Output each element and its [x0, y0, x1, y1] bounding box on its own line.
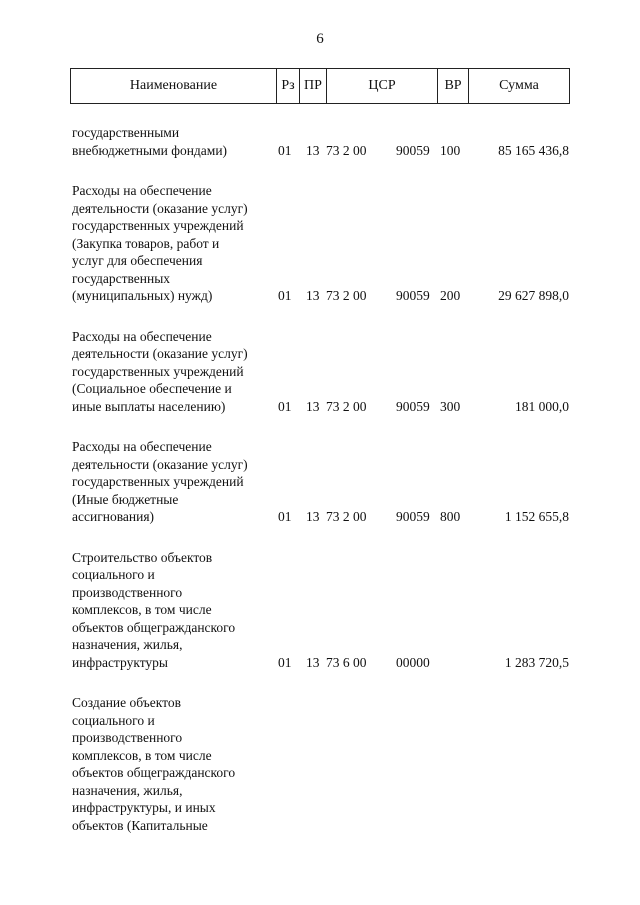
row-name-line: Строительство объектов	[72, 549, 213, 565]
row-vr: 300	[440, 398, 461, 414]
row-name-line: государственных учреждений	[72, 218, 244, 233]
row-sum: 181 000,0	[515, 398, 569, 414]
row-name-line: комплексов, в том числе	[72, 747, 212, 763]
row-csr-code: 90059	[396, 142, 430, 158]
row-name-line: Расходы на обеспечение	[72, 183, 212, 198]
row-vr: 800	[440, 509, 461, 524]
table-body	[72, 124, 572, 857]
row-name-line: государственных учреждений	[72, 363, 244, 379]
row-name-line: Расходы на обеспечение	[72, 439, 212, 454]
row-name-line: инфраструктуры	[72, 654, 168, 670]
row-rz: 01	[278, 654, 292, 670]
row-vr: 200	[440, 288, 461, 303]
table-row	[72, 328, 572, 416]
header-sum: Сумма	[499, 78, 539, 93]
row-csr: 73 2 00	[326, 288, 367, 303]
row-pr: 13	[306, 398, 320, 414]
row-name-line: государственных	[72, 270, 171, 286]
row-csr: 73 2 00	[326, 142, 367, 158]
row-rz: 01	[278, 288, 292, 303]
row-name-line: деятельности (оказание услуг)	[72, 456, 248, 472]
row-name	[72, 694, 272, 834]
row-name-line: (муниципальных) нужд)	[72, 288, 213, 303]
row-name-line: государственных учреждений	[72, 474, 244, 489]
row-name-line: иные выплаты населению)	[72, 398, 226, 414]
page-number: 6	[316, 31, 324, 47]
row-pr: 13	[306, 509, 320, 524]
row-sum: 1 152 655,8	[504, 509, 569, 524]
header-name: Наименование	[129, 78, 218, 93]
row-name-line: (Закупка товаров, работ и	[72, 235, 220, 251]
header-vr: ВР	[444, 78, 462, 93]
row-codes	[72, 398, 572, 416]
row-csr: 73 6 00	[326, 654, 367, 670]
row-name-line: назначения, жилья,	[72, 637, 183, 652]
row-name-line: объектов (Капитальные	[72, 817, 208, 833]
table-header	[70, 68, 570, 104]
row-codes	[72, 654, 572, 672]
row-codes	[72, 817, 572, 835]
row-name-line: производственного	[72, 730, 183, 745]
row-rz: 01	[278, 142, 292, 158]
row-sum: 1 283 720,5	[504, 654, 569, 670]
row-csr-code: 00000	[396, 654, 430, 670]
row-name-line: комплексов, в том числе	[72, 602, 212, 617]
row-name-line: услуг для обеспечения	[72, 253, 203, 268]
row-name-line: деятельности (оказание услуг)	[72, 200, 248, 216]
row-name-line: внебюджетными фондами)	[72, 142, 228, 158]
row-name-line: социального и	[72, 712, 155, 728]
row-codes	[72, 287, 572, 305]
row-name-line: деятельности (оказание услуг)	[72, 346, 248, 361]
row-csr: 73 2 00	[326, 398, 367, 414]
row-rz: 01	[278, 398, 292, 414]
row-name-line: государственными	[72, 125, 180, 140]
header-rz: Рз	[281, 78, 295, 93]
table-row	[72, 182, 572, 305]
table-row	[72, 124, 572, 159]
row-name-line: инфраструктуры, и иных	[72, 800, 216, 815]
row-name-line: (Социальное обеспечение и	[72, 381, 232, 396]
row-pr: 13	[306, 654, 320, 670]
row-name-line: назначения, жилья,	[72, 782, 183, 798]
row-pr: 13	[306, 142, 320, 158]
row-pr: 13	[306, 288, 320, 303]
row-name-line: (Иные бюджетные	[72, 491, 179, 507]
row-name-line: социального и	[72, 567, 155, 582]
header-csr: ЦСР	[368, 78, 396, 93]
row-rz: 01	[278, 509, 292, 524]
row-csr: 73 2 00	[326, 509, 367, 524]
row-sum: 85 165 436,8	[498, 142, 569, 158]
row-vr: 100	[440, 142, 461, 158]
table-row	[72, 694, 572, 834]
row-name-line: ассигнования)	[72, 509, 155, 524]
row-csr-code: 90059	[396, 509, 430, 524]
row-sum: 29 627 898,0	[498, 288, 569, 303]
header-pr: ПР	[304, 78, 322, 93]
row-csr-code: 90059	[396, 288, 430, 303]
row-csr-code: 90059	[396, 398, 430, 414]
table-row	[72, 549, 572, 672]
row-name-line: объектов общегражданского	[72, 765, 236, 780]
row-name-line: объектов общегражданского	[72, 619, 236, 635]
row-codes	[72, 142, 572, 160]
row-name-line: Создание объектов	[72, 695, 182, 710]
row-name-line: производственного	[72, 584, 183, 600]
row-codes	[72, 508, 572, 526]
table-row	[72, 438, 572, 526]
row-name-line: Расходы на обеспечение	[72, 328, 212, 344]
